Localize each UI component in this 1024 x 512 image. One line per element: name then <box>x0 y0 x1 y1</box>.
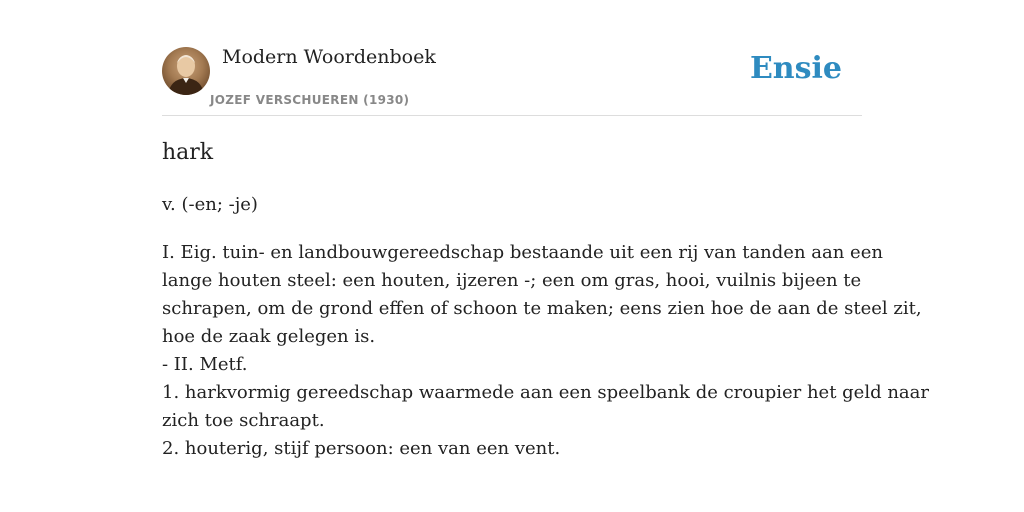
definition-line: 1. harkvormig gereedschap waarmede aan een speelbank de croupier het geld naar <box>162 382 929 403</box>
definition-line: I. Eig. tuin- en landbouwgereedschap bestaande uit een rij van tanden aan een <box>162 242 883 263</box>
definition-line: schrapen, om de grond effen of schoon te maken; eens zien hoe de aan de steel zit, <box>162 298 922 319</box>
definition-line: zich toe schraapt. <box>162 410 325 431</box>
entry-definition <box>162 239 929 463</box>
author-avatar <box>162 47 210 95</box>
entry-grammar: v. (-en; -je) <box>162 194 258 215</box>
definition-line: - II. Metf. <box>162 354 248 375</box>
author-name: JOZEF VERSCHUEREN (1930) <box>210 93 410 107</box>
ensie-logo[interactable]: Ensie <box>749 51 842 86</box>
author-portrait-icon <box>162 47 210 95</box>
book-title[interactable]: Modern Woordenboek <box>222 46 436 68</box>
entry-headword: hark <box>162 140 214 165</box>
definition-line: 2. houterig, stijf persoon: een van een vent. <box>162 438 561 459</box>
dictionary-header <box>162 44 862 116</box>
definition-line: lange houten steel: een houten, ijzeren -; een om gras, hooi, vuilnis bijeen te <box>162 270 862 291</box>
definition-line: hoe de zaak gelegen is. <box>162 326 376 347</box>
